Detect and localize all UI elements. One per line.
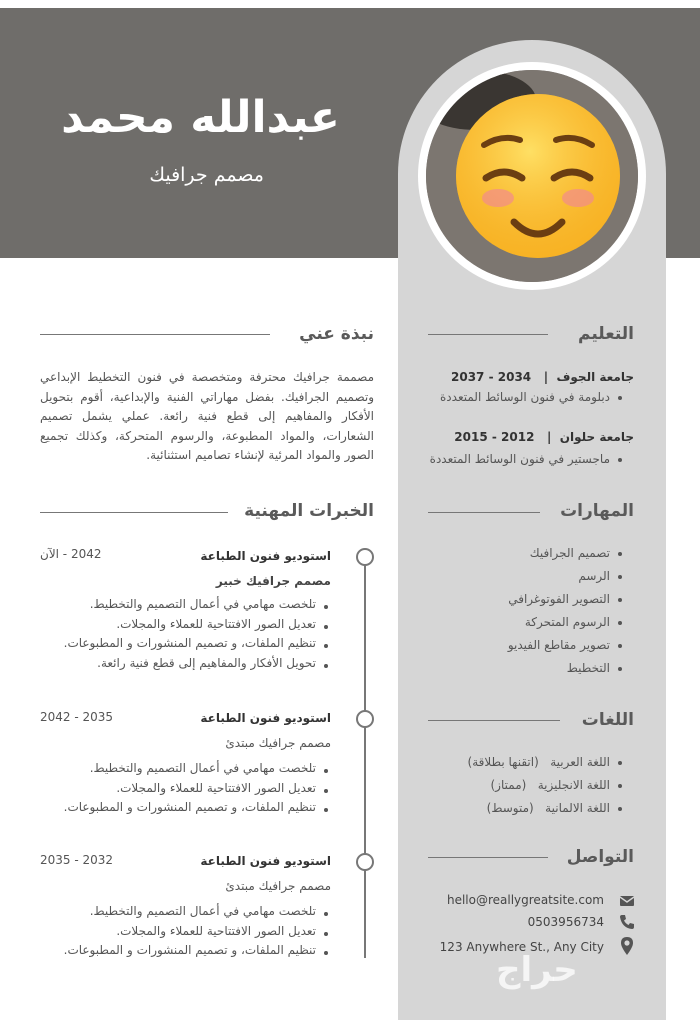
- skills-list: [424, 542, 624, 680]
- top-margin: [0, 0, 700, 8]
- profile-photo: [426, 70, 638, 282]
- contact-phone[interactable]: 0503956734: [527, 915, 604, 929]
- language-item: اللغة العربية (اتقنها بطلاقة): [404, 751, 624, 774]
- job-role: مصمم جرافيك خبير: [215, 574, 331, 588]
- languages-rule: [428, 720, 560, 721]
- job-date: 2032 - 2035: [40, 853, 114, 867]
- job-tasks: [30, 902, 330, 961]
- skill-item: التصوير الفوتوغرافي: [424, 588, 624, 611]
- smiling-face-icon: [426, 70, 638, 282]
- experience-rule: [40, 512, 228, 513]
- timeline-dot: [356, 853, 374, 871]
- skills-rule: [428, 512, 540, 513]
- education-rule: [428, 334, 548, 335]
- job-task: تنظيم الملفات، و تصميم المنشورات و المطبوعات.: [30, 941, 330, 961]
- phone-icon: [619, 914, 635, 930]
- job-task: تعديل الصور الافتتاحية للعملاء والمجلات.: [30, 779, 330, 799]
- education-school: جامعة الجوف: [556, 370, 634, 384]
- job-role: مصمم جرافيك مبتدئ: [225, 879, 331, 893]
- watermark: حراج: [496, 950, 578, 990]
- skill-item: تصوير مقاطع الفيديو: [424, 634, 624, 657]
- education-degree: دبلومة في فنون الوسائط المتعددة: [364, 386, 624, 409]
- education-entry-2-header: جامعة حلوان | 2012 - 2015: [454, 430, 634, 444]
- timeline-dot: [356, 548, 374, 566]
- job-task: تعديل الصور الافتتاحية للعملاء والمجلات.: [30, 922, 330, 942]
- skill-item: التخطيط: [424, 657, 624, 680]
- education-years: 2012 - 2015: [454, 430, 535, 444]
- skill-item: تصميم الجرافيك: [424, 542, 624, 565]
- person-job-title: مصمم جرافيك: [149, 164, 264, 186]
- skills-title: المهارات: [560, 501, 634, 521]
- job-company: استوديو فنون الطباعة: [200, 549, 331, 563]
- job-task: تعديل الصور الافتتاحية للعملاء والمجلات.: [30, 615, 330, 635]
- education-entry-2-list: [364, 448, 624, 471]
- person-name: عبدالله محمد: [61, 92, 340, 143]
- job-task: تلخصت مهامي في أعمال التصميم والتخطيط.: [30, 595, 330, 615]
- job-task: تنظيم الملفات، و تصميم المنشورات و المطبوعات.: [30, 634, 330, 654]
- about-text: مصممة جرافيك محترفة ومتخصصة في فنون التخطيط الإبداعي وتصميم الجرافيك. بفضل مهاراتي الفنية والإبداعية، أقوم بتحويل الأفكار والمفاهيم إلى قطع فنية رائعة. عملي يشمل تصميم الشعارات، والمواد المطبوعة، والرسوم المتحركة، وكذلك تجميع الصور والمواد المرئية لإنشاء تصاميم استثنائية.: [40, 370, 374, 462]
- languages-list: [404, 751, 624, 820]
- job-task: تلخصت مهامي في أعمال التصميم والتخطيط.: [30, 902, 330, 922]
- contact-title: التواصل: [566, 847, 634, 867]
- contact-rule: [428, 857, 548, 858]
- job-date: 2035 - 2042: [40, 710, 114, 724]
- education-degree: ماجستير في فنون الوسائط المتعددة: [364, 448, 624, 471]
- job-task: تلخصت مهامي في أعمال التصميم والتخطيط.: [30, 759, 330, 779]
- about-rule: [40, 334, 270, 335]
- job-task: تحويل الأفكار والمفاهيم إلى قطع فنية رائعة.: [30, 654, 330, 674]
- languages-title: اللغات: [581, 710, 634, 730]
- mail-icon: [619, 893, 635, 909]
- job-tasks: [30, 595, 330, 673]
- about-title: نبذة عني: [299, 324, 374, 344]
- education-entry-1-header: جامعة الجوف | 2034 - 2037: [451, 370, 634, 384]
- education-entry-1-list: [364, 386, 624, 409]
- location-pin-icon: [619, 936, 635, 956]
- job-tasks: [30, 759, 330, 818]
- job-company: استوديو فنون الطباعة: [200, 711, 331, 725]
- education-title: التعليم: [578, 324, 634, 344]
- education-school: جامعة حلوان: [559, 430, 634, 444]
- timeline-line: [364, 558, 366, 958]
- skill-item: الرسم: [424, 565, 624, 588]
- language-item: اللغة الالمانية (متوسط): [404, 797, 624, 820]
- timeline-dot: [356, 710, 374, 728]
- job-task: تنظيم الملفات، و تصميم المنشورات و المطبوعات.: [30, 798, 330, 818]
- contact-email[interactable]: hello@reallygreatsite.com: [446, 893, 604, 907]
- contact-address: 123 Anywhere St., Any City: [439, 940, 604, 954]
- job-company: استوديو فنون الطباعة: [200, 854, 331, 868]
- skill-item: الرسوم المتحركة: [424, 611, 624, 634]
- job-role: مصمم جرافيك مبتدئ: [225, 736, 331, 750]
- language-item: اللغة الانجليزية (ممتاز): [404, 774, 624, 797]
- experience-title: الخبرات المهنية: [244, 501, 374, 521]
- job-date: 2042 - الآن: [40, 547, 102, 561]
- education-years: 2034 - 2037: [451, 370, 532, 384]
